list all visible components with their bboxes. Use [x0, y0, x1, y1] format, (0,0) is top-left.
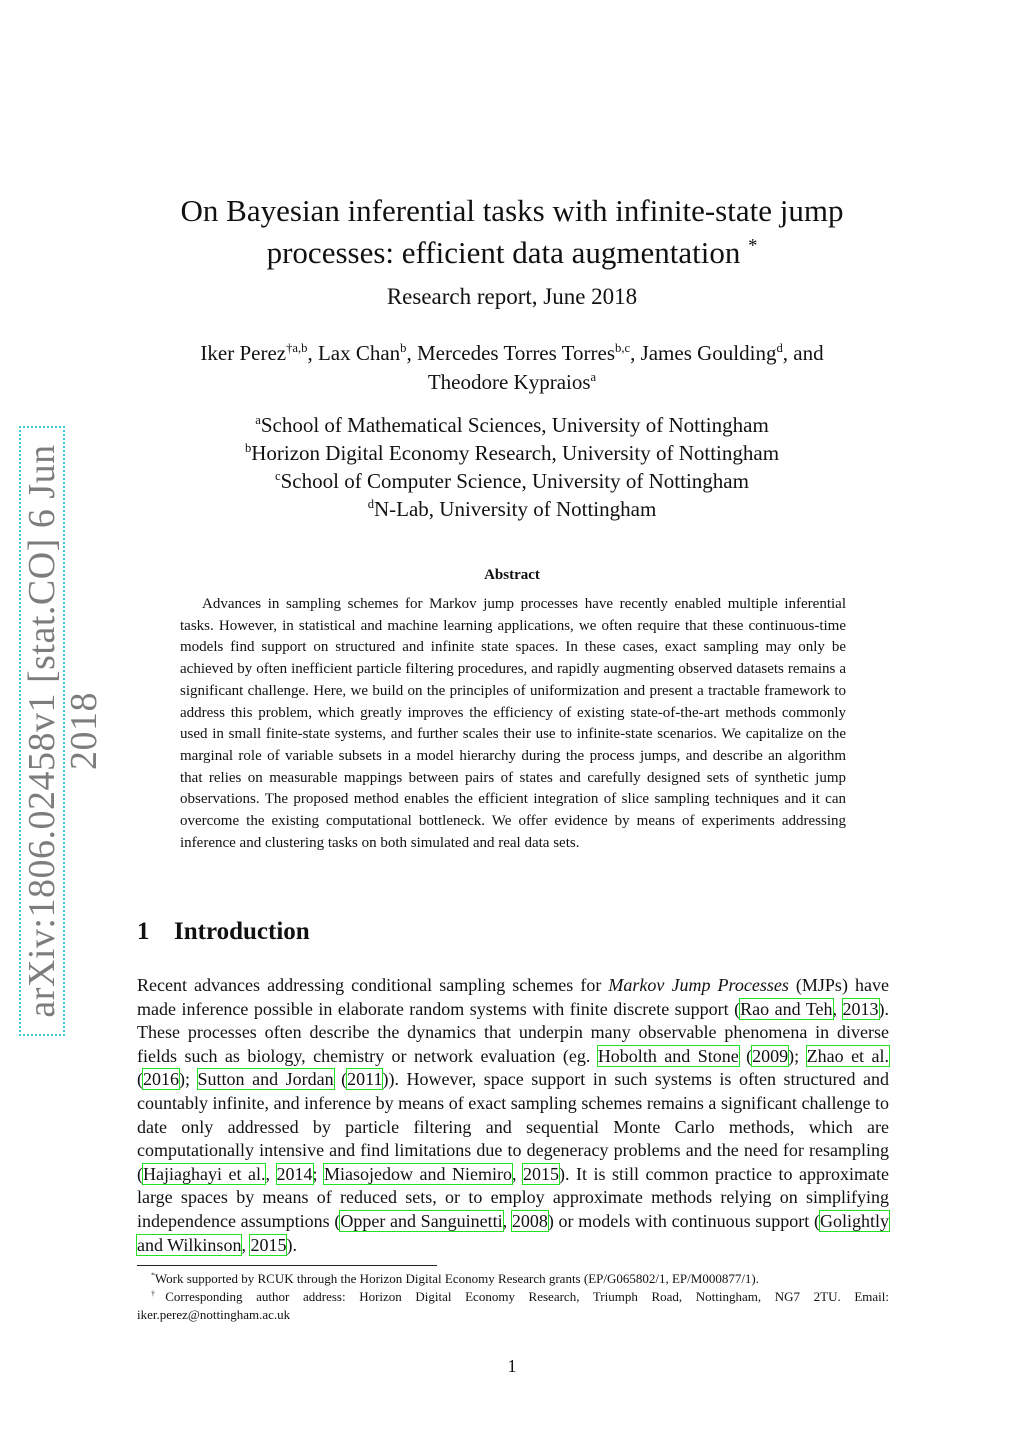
- footnotes: [137, 1270, 889, 1324]
- footnote-funding: *Work supported by RCUK through the Horizon Digital Economy Research grants (EP/G065802/1, EP/M000877/1).: [151, 1270, 760, 1286]
- abstract-body: Advances in sampling schemes for Markov jump processes have recently enabled multiple inferential tasks. However, in statistical and machine learning applications, we often require that these continuous-time models find support on structured and infinite state spaces. In these cases, exact sampling may only be achieved by often inefficient particle filtering procedures, and rapidly augmenting observed datasets remains a significant challenge. Here, we build on the principles of uniformization and present a tractable framework to address this problem, which greatly improves the efficiency of existing state-of-the-art methods commonly used in small finite-state systems, and further scales their use to infinite-state scenarios. We capitalize on the marginal role of variable subsets in a model hierarchy during the process jumps, and describe an algorithm that relies on measurable mappings between pairs of states and carefully designed sets of synthetic jump observations. The proposed method enables the efficient integration of slice sampling techniques and it can overcome the existing computational bottleneck. We offer evidence by means of experiments addressing inference and clustering tasks on both simulated and real data sets.: [180, 596, 846, 851]
- citation-link[interactable]: Rao and Teh: [740, 998, 833, 1019]
- author-sup[interactable]: b,c: [615, 341, 631, 355]
- term-emphasis: Markov Jump Processes: [608, 975, 789, 995]
- citation-year-link[interactable]: 2016: [143, 1069, 179, 1090]
- citation-year-link[interactable]: 2008: [511, 1210, 548, 1231]
- title-footnote-mark[interactable]: *: [748, 235, 758, 257]
- abstract-heading: Abstract: [484, 567, 540, 583]
- author-line-2: Theodore Kypraios$^a$: [427, 370, 597, 394]
- citation-link[interactable]: Hobolth and Stone: [597, 1045, 739, 1066]
- citation-link[interactable]: Zhao et al.: [806, 1045, 889, 1066]
- citation-year-link[interactable]: 2015: [523, 1163, 560, 1184]
- affiliation-list: [0, 411, 1024, 523]
- intro-paragraph: Recent advances addressing conditional sampling schemes for Markov Jump Processes (MJPs) have made inference possible in elaborate random systems with finite discrete support (Rao and Teh, 2013). These processes often describe the dynamics that underpin many observable phenomena in diverse fields such as biology, chemistry or network evaluation (eg. Hobolth and Stone (2009); Zhao et al. (2016); Sutton and Jordan (2011)). However, space support in such systems is often structured and countably infinite, and inference by means of exact sampling schemes remains a significant challenge to date only addressed by particle filtering and sequential Monte Carlo methods, which are computationally intensive and find limitations due to degeneracy problems and the need for resampling (Hajiaghayi et al., 2014; Miasojedow and Niemiro, 2015). It is still common practice to approximate large spaces by means of reduced sets, or to employ approximate methods relying on simplifying independence assumptions (Opper and Sanguinetti, 2008) or models with continuous support (Golightly and Wilkinson, 2015).: [137, 975, 890, 1255]
- citation-year-link[interactable]: 2014: [276, 1163, 313, 1184]
- author-sup[interactable]: a: [590, 370, 597, 384]
- citation-link[interactable]: Opper and Sanguinetti: [340, 1210, 503, 1231]
- author-line-1: Iker Perez$^{\dagger a,b}$, Lax Chan$^b$, Mercedes Torres Torres$^{b,c}$, James Goulding$^d$, and: [200, 341, 824, 365]
- section-heading: [137, 918, 310, 946]
- citation-year-link[interactable]: 2015: [250, 1234, 287, 1255]
- page-number: 1: [507, 1356, 517, 1376]
- citation-link[interactable]: Golightly and Wilkinson: [137, 1210, 889, 1255]
- title-line-1: On Bayesian inferential tasks with infinite-state jump: [180, 193, 844, 228]
- citation-link[interactable]: Hajiaghayi et al.: [143, 1163, 266, 1184]
- arxiv-stamp-text: arXiv:1806.02458v1 [stat.CO] 6 Jun 2018: [21, 444, 105, 1018]
- author-sup[interactable]: d: [776, 341, 783, 355]
- affiliation-a: $^a$School of Mathematical Sciences, University of Nottingham: [255, 413, 769, 437]
- author-sup[interactable]: †a,b: [286, 341, 308, 355]
- author-list: [0, 339, 1024, 397]
- affiliation-c: $^c$School of Computer Science, University of Nottingham: [275, 469, 749, 493]
- citation-link[interactable]: Sutton and Jordan: [197, 1069, 334, 1090]
- citation-year-link[interactable]: 2009: [752, 1045, 789, 1066]
- affiliation-b: $^b$Horizon Digital Economy Research, University of Nottingham: [244, 441, 780, 465]
- report-subtitle: Research report, June 2018: [386, 284, 638, 309]
- section-number: 1: [137, 918, 150, 945]
- footnote-correspondence: †Corresponding author address: Horizon Digital Economy Research, Triumph Road, Nottingham, NG7 2TU. Email: iker.perez@nottingham.ac.uk: [137, 1288, 889, 1322]
- footnote-divider: [137, 1265, 437, 1266]
- citation-year-link[interactable]: 2011: [347, 1069, 383, 1090]
- citation-year-link[interactable]: 2013: [842, 998, 879, 1019]
- affiliation-d: $^d$N-Lab, University of Nottingham: [367, 497, 657, 521]
- author-sup[interactable]: b: [400, 341, 407, 355]
- paper-title: [0, 190, 1024, 274]
- section-title: Introduction: [174, 918, 310, 945]
- title-line-2: processes: efficient data augmentation *: [266, 235, 758, 270]
- citation-link[interactable]: Miasojedow and Niemiro: [324, 1163, 512, 1184]
